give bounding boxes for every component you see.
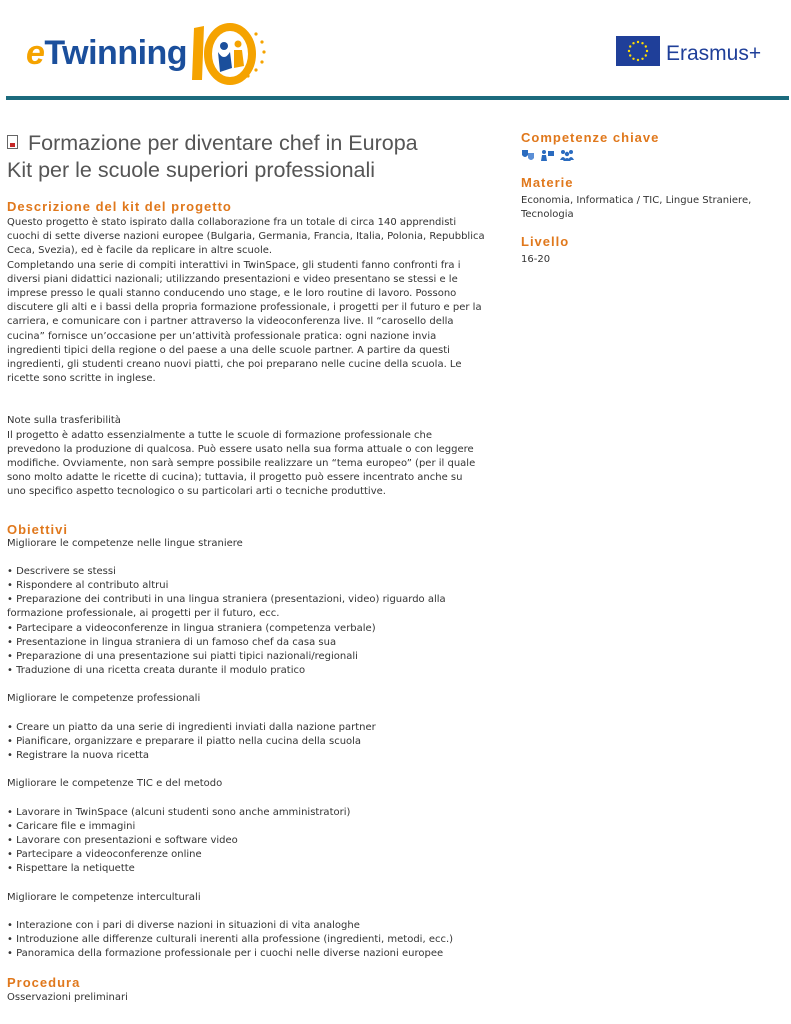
objective-item: • Interazione con i pari di diverse nazioni in situazioni di vita analoghe [7, 919, 360, 931]
objective-item: • Preparazione di una presentazione sui piatti tipici nazionali/regionali [7, 651, 358, 663]
objective-item: • Rispettare la netiquette [7, 863, 135, 875]
objective-group [7, 692, 507, 763]
description-line: discutere gli alti e i bassi della propria formazione professionale, i progetti per il futuro e per la [7, 302, 482, 314]
objective-item: • Lavorare con presentazioni e software video [7, 834, 238, 846]
eu-star [637, 59, 639, 61]
eu-star [629, 54, 631, 56]
competence-icons [521, 149, 783, 161]
level-value: 16-20 [521, 254, 551, 266]
pdf-icon[interactable] [7, 135, 18, 149]
objective-item: • Creare un piatto da una serie di ingredienti inviati dalla nazione partner [7, 721, 376, 733]
objective-item: • Panoramica della formazione professionale per i cuochi nelle diverse nazioni europee [7, 948, 444, 960]
objective-group [7, 537, 507, 679]
eu-star [645, 54, 647, 56]
subjects-value: Economia, Informatica / TIC, Lingue Straniere, Tecnologia [521, 195, 752, 221]
description-line: cuochi di sette diverse nazioni europee (Bulgaria, Germania, Francia, Italia, Polonia, Repubblica [7, 231, 485, 243]
objective-item: • Introduzione alle differenze culturali inerenti alla professione (ingredienti, metodi, ecc.) [7, 933, 454, 945]
page-header [0, 0, 791, 100]
description-line: cucina” fornisce un’occasione per un’attività professionale pratica: ogni nazione invia [7, 330, 437, 342]
description-line: Ceca, Svezia), ed è facile da replicare in altre scuole. [7, 245, 273, 257]
description-line: ingredienti tipici della regione o del paese a una delle scuole partner. A partire da questi [7, 344, 450, 356]
objective-item: • Lavorare in TwinSpace (alcuni studenti sono anche amministratori) [7, 806, 351, 818]
objective-item: • Partecipare a videoconferenze in lingua straniera (competenza verbale) [7, 622, 376, 634]
eu-star [629, 45, 631, 47]
objective-item: • Presentazione in lingua straniera di un famoso chef da casa sua [7, 636, 337, 648]
objective-group-title: Migliorare le competenze interculturali [7, 891, 201, 903]
teacher-icon [539, 149, 555, 161]
description-line: carriera, e comunicare con i partner attraverso la videoconferenza live. Il “carosello della [7, 316, 454, 328]
description-line: ingredienti, gli studenti creano nuovi piatti, che poi preparano nelle cucine della scuola. Le [7, 359, 462, 371]
objective-item: • Traduzione di una ricetta creata durante il modulo pratico [7, 665, 306, 677]
transferability-line: prevedono la produzione di qualcosa. Può essere usato nella sua forma attuale o con leggere [7, 443, 474, 455]
objective-group-title: Migliorare le competenze TIC e del metodo [7, 778, 223, 790]
objective-item: • Rispondere al contributo altrui [7, 580, 169, 592]
transferability-notes [7, 414, 507, 499]
subjects-heading: Materie [521, 175, 574, 190]
sidebar [521, 130, 783, 268]
eu-star [641, 42, 643, 44]
procedure-subheading: Osservazioni preliminari [7, 992, 128, 1004]
objective-item: • Descrivere se stessi [7, 565, 116, 577]
procedure-heading: Procedura [7, 975, 81, 991]
objective-group-title: Migliorare le competenze professionali [7, 693, 201, 705]
description-line: diversi piani didattici nazionali; utilizzando presentazioni e video presentano se stessi e le [7, 273, 458, 285]
eu-star [637, 41, 639, 43]
objective-group-title: Migliorare le competenze nelle lingue straniere [7, 537, 243, 549]
description-line: Questo progetto è stato ispirato dalla collaborazione fra un totale di circa 140 apprendisti [7, 217, 457, 228]
erasmus-plus-logo[interactable] [616, 36, 766, 70]
eu-flag-icon [616, 36, 660, 66]
description-line: Completando una serie di compiti interattivi in TwinSpace, gli studenti fanno confronti fra i [7, 259, 461, 271]
level-heading: Livello [521, 234, 570, 250]
eu-star [632, 42, 634, 44]
eu-star [646, 50, 648, 52]
objective-item: • Caricare file e immagini [7, 820, 136, 832]
group-icon [559, 149, 575, 161]
objective-item: • Pianificare, organizzare e preparare il piatto nella cucina della scuola [7, 735, 362, 747]
eu-star [645, 45, 647, 47]
eu-star [641, 58, 643, 60]
objective-group [7, 777, 507, 876]
main-content [7, 130, 507, 1006]
erasmus-wordmark: Erasmus+ [666, 42, 762, 65]
theatre-masks-icon [521, 149, 535, 161]
page-title: Formazione per diventare chef in Europa Kit per le scuole superiori professionali [7, 131, 418, 182]
objective-item: • Partecipare a videoconferenze online [7, 849, 202, 861]
description-line: imprese presso le quali stanno conducendo uno stage, e le loro routine di lavoro. Possono [7, 288, 457, 300]
description-heading: Descrizione del kit del progetto [7, 199, 232, 214]
transferability-line: sono molto adatte le ricette di cucina); tuttavia, il progetto può essere incentrato anche su [7, 472, 463, 484]
transferability-line: Note sulla trasferibilità [7, 415, 121, 427]
transferability-line: modifiche. Ovviamente, non sarà sempre possibile realizzare un “tema europeo” (per il quale [7, 458, 476, 470]
eu-star [632, 58, 634, 60]
transferability-line: uno specifico aspetto tecnologico o su particolari arti o tecniche produttive. [7, 486, 386, 498]
etwinning-logo[interactable] [26, 22, 266, 86]
objective-item: formazione professionale, ai progetti per il futuro, ecc. [7, 608, 280, 620]
description-line: ricette sono scritte in inglese. [7, 373, 156, 385]
etwinning-wordmark: eTwinning [26, 34, 188, 72]
objectives-list [7, 537, 507, 962]
objective-item: • Preparazione dei contributi in una lingua straniera (presentazioni, video) riguardo alla [7, 594, 446, 606]
objectives-heading: Obiettivi [7, 521, 69, 537]
etwinning-10-emblem-icon [184, 22, 270, 86]
description-text [7, 216, 507, 386]
objective-item: • Registrare la nuova ricetta [7, 750, 150, 762]
header-divider [6, 96, 789, 100]
objective-group [7, 891, 507, 962]
eu-star [628, 50, 630, 52]
key-competences-heading: Competenze chiave [521, 130, 660, 145]
transferability-line: Il progetto è adatto essenzialmente a tutte le scuole di formazione professionale che [7, 429, 433, 441]
